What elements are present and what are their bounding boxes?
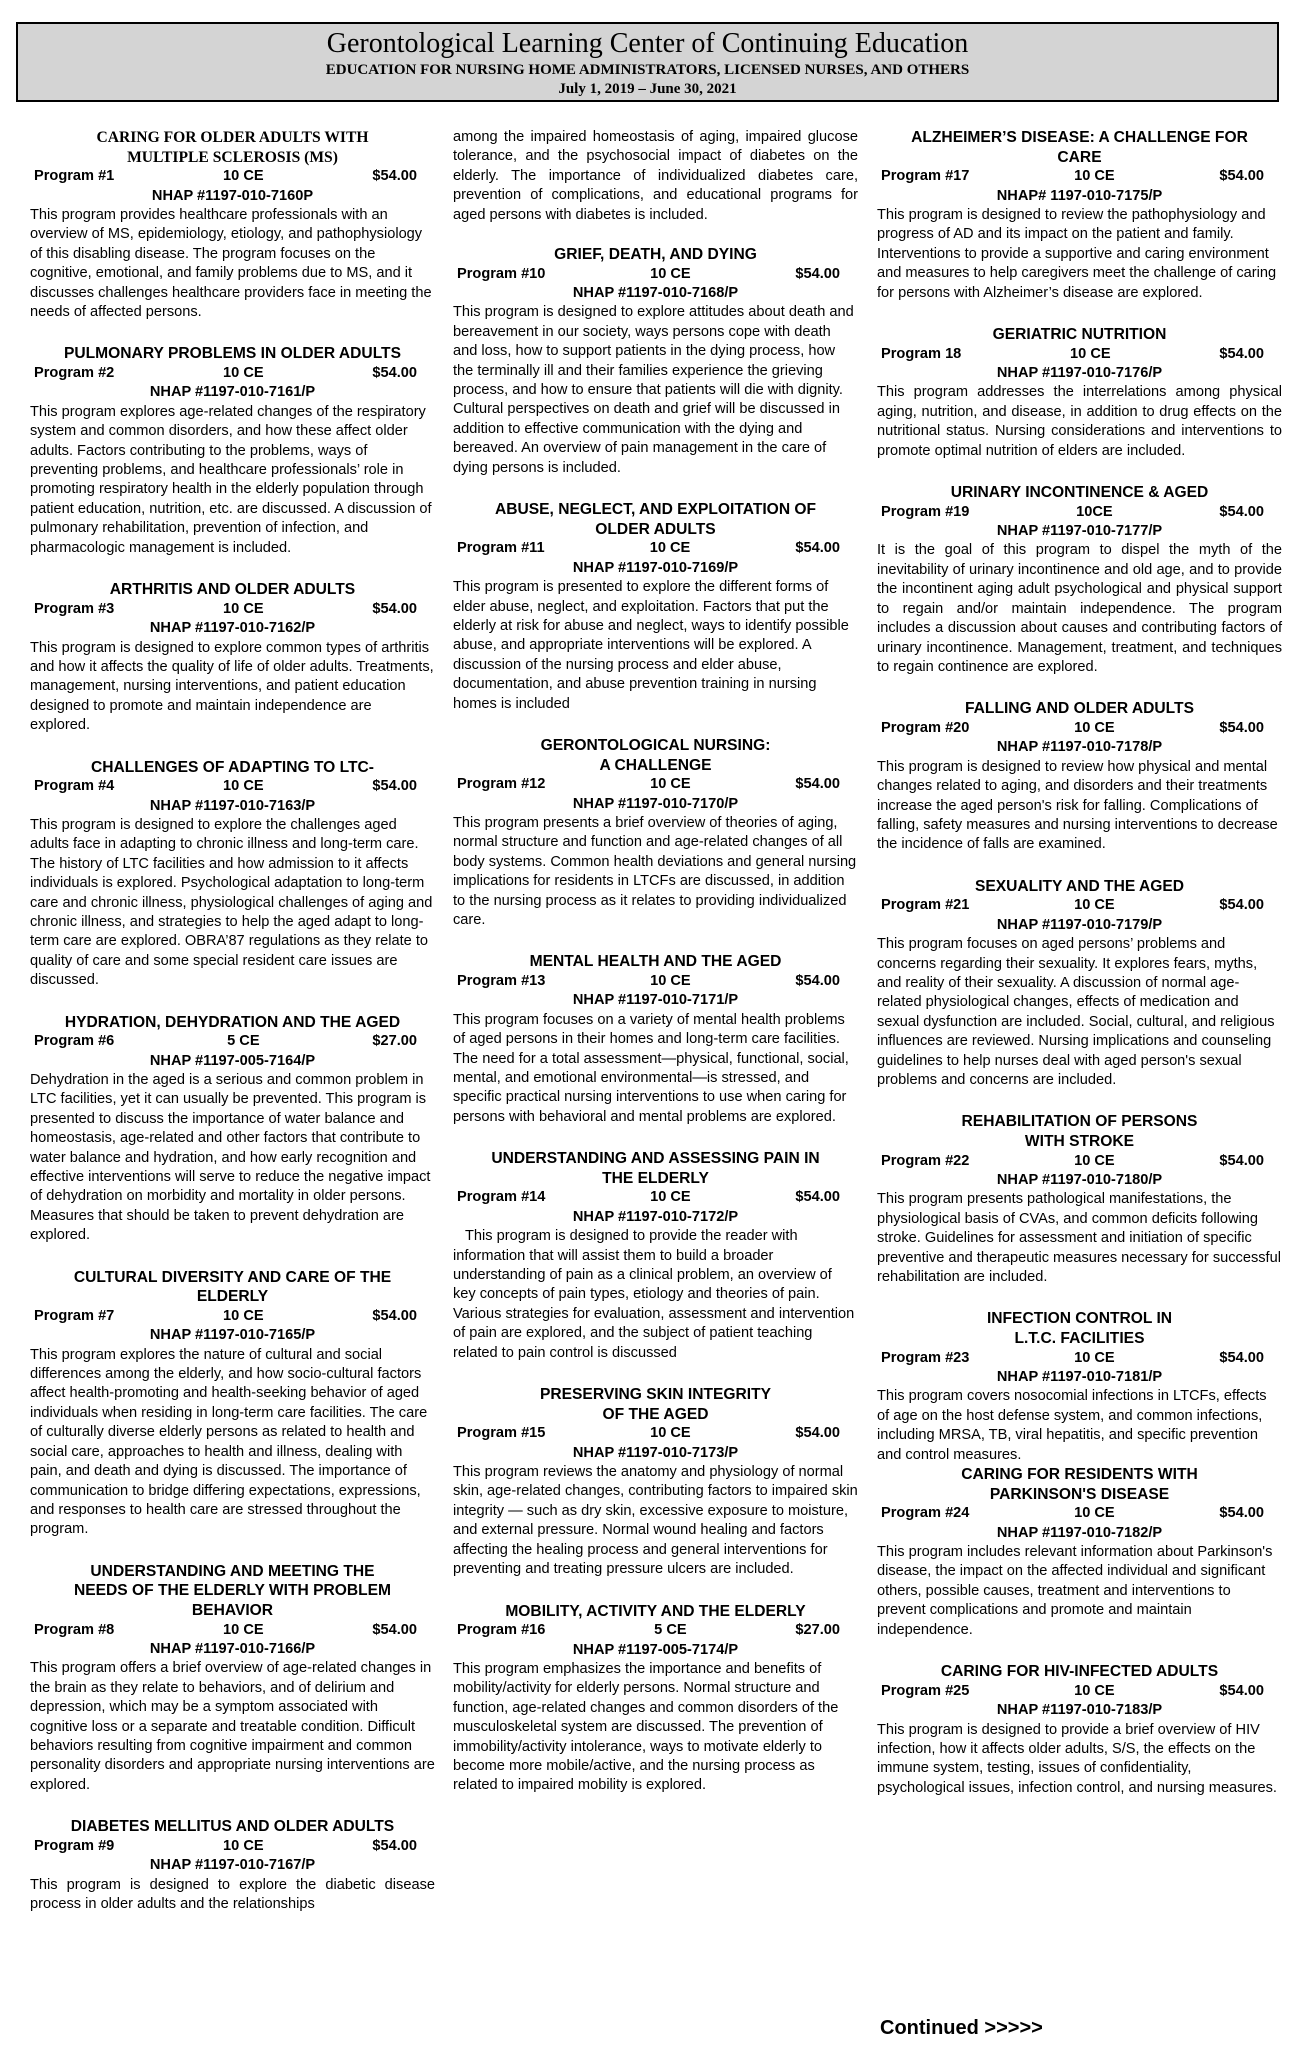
program-meta [877, 896, 1282, 915]
continued-label: Continued >>>>> [880, 2017, 1043, 2039]
program-ce: 10 CE [1074, 719, 1115, 736]
program-entry [877, 1465, 1282, 1640]
program-title: MOBILITY, ACTIVITY AND THE ELDERLY [505, 1602, 806, 1620]
program-number: Program #7 [34, 1307, 115, 1324]
program-ce: 10 CE [1070, 345, 1111, 362]
program-ce: 10 CE [650, 1425, 691, 1442]
program-meta [877, 503, 1282, 522]
program-title: MENTAL HEALTH AND THE AGED [529, 953, 782, 971]
program-description: among the impaired homeostasis of aging, impaired glucose tolerance, and the psychosocial impact of diabetes on the elderly. The importance of individualized diabetes care, prevention of complications, and educational programs for aged persons with diabetes is included. [453, 129, 858, 223]
program-ce: 5 CE [654, 1622, 687, 1639]
program-title: CARING FOR RESIDENTS WITH PARKINSON'S DISEASE [961, 1466, 1198, 1503]
program-nhap-number: NHAP# 1197-010-7175/P [996, 187, 1163, 204]
program-price: $54.00 [1219, 719, 1264, 736]
program-description: This program is designed to explore attitudes about death and bereavement in our society, ways persons cope with death and loss, how to support patients in the dying process, how the terminally ill and their families experience the grieving process, and how to ensure that patients will die with dignity. Cultural perspectives on death and grief will be discussed in addition to effective communication with the dying and bereaved. An overview of pain management in the care of dying persons is included. [453, 304, 854, 476]
program-description: This program is designed to explore the diabetic disease process in older adults and the relationships [30, 1876, 435, 1912]
program-ce: 10 CE [650, 972, 691, 989]
program-title: UNDERSTANDING AND MEETING THE NEEDS OF THE ELDERLY WITH PROBLEM BEHAVIOR [73, 1562, 392, 1619]
program-nhap-number: NHAP #1197-010-7167/P [149, 1857, 316, 1874]
program-entry [877, 699, 1282, 854]
program-description: This program addresses the interrelations among physical aging, nutrition, and disease, in addition to drug effects on the nutritional status. Nursing considerations and interventions to promote optimal nutrition of elders are included. [877, 384, 1282, 459]
program-description: This program includes relevant information about Parkinson's disease, the impact on the affected individual and significant others, possible causes, treatment and interventions to prevent complications and promote and maintain independence. [877, 1544, 1273, 1638]
program-nhap-number: NHAP #1197-010-7176/P [996, 365, 1163, 382]
program-meta [877, 1504, 1282, 1523]
program-meta [453, 1424, 858, 1443]
program-description: This program focuses on aged persons’ problems and concerns regarding their sexuality. It explores fears, myths, and reality of their sexuality. A discussion of normal age-related physiological changes, effects of medication and sexual dysfunction are included. Social, cultural, and religious influences are reviewed. Nursing implications and counseling guidelines to help nurses deal with aged person's sexual problems and concerns are included. [877, 936, 1275, 1088]
program-number: Program #6 [34, 1033, 115, 1050]
program-meta [877, 345, 1282, 364]
program-nhap-number: NHAP #1197-010-7171/P [572, 992, 739, 1009]
program-ce: 10 CE [223, 365, 264, 382]
program-price: $54.00 [1219, 345, 1264, 362]
program-entry [453, 736, 858, 930]
program-entry [877, 877, 1282, 1091]
program-price: $54.00 [1219, 1682, 1264, 1699]
program-description: It is the goal of this program to dispel the myth of the inevitability of urinary incontinence and old age, and to provide the incontinent aging adult psychological and physical support to regain and/or maintain independence. The program includes a discussion about causes and contributing factors of urinary incontinence. Management, treatment, and techniques to regain continence are explored. [877, 542, 1282, 675]
program-description: This program presents pathological manifestations, the physiological basis of CVAs, and common deficits following stroke. Guidelines for assessment and initiation of specific preventive and therapeutic measures necessary for successful rehabilitation are included. [877, 1191, 1281, 1286]
program-number: Program #22 [881, 1152, 970, 1169]
program-price: $54.00 [795, 265, 840, 282]
program-nhap-number: NHAP #1197-010-7178/P [996, 739, 1163, 756]
program-number: Program #17 [881, 168, 970, 185]
column-middle [453, 128, 858, 1818]
program-nhap-number: NHAP #1197-005-7164/P [149, 1052, 316, 1069]
program-nhap-number: NHAP #1197-010-7163/P [149, 797, 316, 814]
program-price: $54.00 [1219, 1152, 1264, 1169]
program-meta [877, 1152, 1282, 1171]
program-price: $54.00 [795, 1189, 840, 1206]
program-price: $54.00 [1219, 1505, 1264, 1522]
program-meta [30, 364, 435, 383]
program-entry [30, 580, 435, 735]
program-number: Program #11 [457, 540, 545, 557]
program-ce: 10 CE [223, 1307, 264, 1324]
program-nhap-number: NHAP #1197-010-7168/P [572, 285, 739, 302]
program-title: REHABILITATION OF PERSONS WITH STROKE [961, 1113, 1198, 1150]
program-meta [877, 167, 1282, 186]
program-title: ALZHEIMER’S DISEASE: A CHALLENGE FOR CARE [911, 129, 1248, 166]
program-price: $54.00 [372, 365, 417, 382]
program-number: Program #23 [881, 1349, 970, 1366]
program-ce: 10 CE [1074, 1349, 1115, 1366]
program-meta [30, 167, 435, 186]
program-meta [30, 1837, 435, 1856]
program-title: GRIEF, DEATH, AND DYING [554, 246, 757, 264]
program-title: CHALLENGES OF ADAPTING TO LTC- [91, 758, 374, 776]
program-price: $54.00 [372, 778, 417, 795]
program-entry [877, 483, 1282, 677]
program-nhap-number: NHAP #1197-010-7166/P [149, 1640, 316, 1657]
program-description: Dehydration in the aged is a serious and common problem in LTC facilities, yet it can usually be prevented. This program is presented to discuss the importance of water balance and homeostasis, age-related and other factors that contribute to water balance and hydration, and how early recognition and effective interventions will serve to reduce the negative impact of dehydration on morbidity and mortality in older persons. Measures that should be taken to prevent dehydration are explored. [30, 1072, 431, 1244]
program-number: Program #4 [34, 778, 115, 795]
program-ce: 10 CE [1074, 897, 1115, 914]
program-entry [453, 1149, 858, 1363]
program-nhap-number: NHAP #1197-010-7170/P [572, 795, 739, 812]
program-nhap-number: NHAP #1197-010-7162/P [149, 620, 316, 637]
program-title: INFECTION CONTROL IN L.T.C. FACILITIES [986, 1310, 1173, 1348]
column-right [877, 128, 1282, 1820]
date-range: July 1, 2019 – June 30, 2021 [558, 81, 737, 97]
program-description: This program presents a brief overview of theories of aging, normal structure and function and age-related changes of all body systems. Common health deviations and general nursing implications for residents in LTCFs are discussed, in addition to the nursing process as it relates to providing individualized care. [453, 814, 857, 928]
program-meta [877, 1349, 1282, 1368]
program-title: HYDRATION, DEHYDRATION AND THE AGED [64, 1013, 401, 1031]
program-meta [30, 600, 435, 619]
program-price: $54.00 [1219, 1349, 1264, 1366]
program-entry [30, 1013, 435, 1246]
program-title: FALLING AND OLDER ADULTS [965, 700, 1194, 718]
program-nhap-number: NHAP #1197-010-7173/P [572, 1444, 739, 1461]
program-ce: 5 CE [227, 1033, 260, 1050]
program-ce: 10 CE [650, 776, 691, 793]
program-meta [453, 775, 858, 794]
program-entry [453, 952, 858, 1127]
program-entry [877, 1662, 1282, 1798]
program-title: CULTURAL DIVERSITY AND CARE OF THE ELDERLY [73, 1268, 392, 1306]
program-ce: 10 CE [1074, 1682, 1115, 1699]
program-nhap-number: NHAP #1197-010-7177/P [996, 523, 1163, 540]
program-title: PULMONARY PROBLEMS IN OLDER ADULTS [63, 345, 401, 363]
program-meta [453, 972, 858, 991]
program-description: This program is designed to review how physical and mental changes related to aging, and disorders and their treatments increase the aged person's risk for falling. Complications of falling, safety measures and nursing interventions to decrease the incidence of falls are examined. [877, 758, 1278, 853]
program-ce: 10 CE [223, 1621, 264, 1638]
program-description: This program offers a brief overview of age-related changes in the brain as they relate to behaviors, and of delirium and depression, which may be a symptom associated with cognitive loss or a separate and treatable condition. Difficult behaviors resulting from cognitive impairment and common personality disorders and appropriate nursing interventions are explored. [30, 1660, 435, 1793]
program-price: $27.00 [372, 1033, 417, 1050]
program-price: $54.00 [795, 1425, 840, 1442]
program-description: This program is designed to review the pathophysiology and progress of AD and its impact on the patient and family. Interventions to provide a supportive and caring environment and measures to help caregivers meet the challenge of caring for persons with Alzheimer’s disease are explored. [877, 207, 1277, 301]
program-entry [877, 325, 1282, 461]
program-title: CARING FOR OLDER ADULTS WITH MULTIPLE SCLEROSIS (MS) [96, 129, 369, 166]
program-number: Program #15 [457, 1425, 546, 1442]
program-price: $54.00 [372, 600, 417, 617]
program-number: Program #1 [34, 168, 115, 185]
program-nhap-number: NHAP #1197-010-7161/P [149, 384, 316, 401]
program-ce: 10 CE [650, 1189, 691, 1206]
program-title: CARING FOR HIV-INFECTED ADULTS [940, 1663, 1219, 1681]
program-entry [877, 1309, 1282, 1465]
program-number: Program #16 [457, 1622, 546, 1639]
program-ce: 10CE [1076, 503, 1113, 520]
page-subtitle: EDUCATION FOR NURSING HOME ADMINISTRATORS, LICENSED NURSES, AND OTHERS [325, 62, 970, 78]
program-title: GERIATRIC NUTRITION [992, 326, 1167, 344]
program-description: This program is designed to explore the challenges aged adults face in adapting to chronic illness and long-term care. The history of LTC facilities and how admission to it affects individuals is explored. Psychological adaptation to long-term care and chronic illness, physiological challenges of aging and chronic illness, and strategies to help the aged adapt to long-term care are explored. OBRA’87 regulations as they relate to quality of care and some special resident care issues are discussed. [30, 816, 433, 989]
program-meta [30, 777, 435, 796]
program-entry [30, 128, 435, 322]
program-description: This program is designed to explore common types of arthritis and how it affects the quality of life of older adults. Treatments, management, nursing interventions, and patient education designed to promote and maintain independence are explored. [30, 639, 434, 734]
program-nhap-number: NHAP #1197-010-7183/P [996, 1702, 1163, 1719]
program-entry [453, 128, 858, 225]
program-nhap-number: NHAP #1197-010-7181/P [996, 1369, 1163, 1386]
program-number: Program #3 [34, 600, 115, 617]
program-nhap-number: NHAP #1197-010-7172/P [572, 1208, 739, 1225]
program-price: $54.00 [795, 972, 840, 989]
program-description: This program provides healthcare professionals with an overview of MS, epidemiology, etiology, and pathophysiology of this disabling disease. The program focuses on the cognitive, emotional, and family problems due to MS, and it discusses challenges healthcare providers face in meeting the needs of affected persons. [30, 207, 432, 321]
program-number: Program #9 [34, 1837, 115, 1854]
program-description: This program reviews the anatomy and physiology of normal skin, age-related changes, contributing factors to impaired skin integrity — such as dry skin, excessive exposure to moisture, and external pressure. Normal wound healing and factors affecting the healing process and general interventions for preventing and treating pressure ulcers are included. [453, 1464, 858, 1578]
program-number: Program #24 [881, 1505, 970, 1522]
program-number: Program #20 [881, 719, 970, 736]
program-ce: 10 CE [649, 540, 691, 557]
program-nhap-number: NHAP #1197-005-7174/P [572, 1641, 739, 1658]
program-ce: 10 CE [1074, 1505, 1115, 1522]
program-meta [453, 265, 858, 284]
program-description: This program is designed to provide the reader with information that will assist them to build a broader understanding of pain as a clinical problem, an overview of key concepts of pain types, etiology and theories of pain. Various strategies for evaluation, assessment and intervention of pain are explored, and the subject of patient teaching related to pain control is discussed [453, 1228, 855, 1361]
program-meta [30, 1032, 435, 1051]
program-title: ARTHRITIS AND OLDER ADULTS [109, 581, 356, 599]
program-ce: 10 CE [1074, 1152, 1115, 1169]
page-header [16, 22, 1279, 102]
program-title: DIABETES MELLITUS AND OLDER ADULTS [70, 1818, 395, 1836]
program-number: Program #19 [881, 503, 970, 520]
program-title: GERONTOLOGICAL NURSING: A CHALLENGE [540, 736, 771, 774]
program-entry [30, 1268, 435, 1540]
program-description: This program covers nosocomial infections in LTCFs, effects of age on the host defense system, and common infections, including MRSA, TB, viral hepatitis, and specific prevention and control measures. [877, 1388, 1267, 1463]
program-ce: 10 CE [650, 265, 691, 282]
program-number: Program #8 [34, 1621, 115, 1638]
program-title: ABUSE, NEGLECT, AND EXPLOITATION OF OLDER ADULTS [494, 501, 817, 538]
program-nhap-number: NHAP #1197-010-7180/P [996, 1172, 1163, 1188]
program-entry [453, 1385, 858, 1579]
program-number: Program #12 [457, 776, 546, 793]
program-nhap-number: NHAP #1197-010-7165/P [149, 1327, 316, 1344]
program-number: Program 18 [881, 345, 962, 362]
program-meta [877, 719, 1282, 738]
program-description: This program explores the nature of cultural and social differences among the elderly, and how socio-cultural factors affect health-promoting and health-seeking behavior of aged individuals when residing in long-term care facilities. The care of culturally diverse elderly persons as related to health and social care, approaches to health and illness, dealing with pain, and death and dying is discussed. The importance of communication to bridge differing expectations, expressions, and responses to health care are stressed throughout the program. [30, 1346, 428, 1538]
program-ce: 10 CE [223, 600, 264, 617]
program-number: Program #10 [457, 265, 546, 282]
program-ce: 10 CE [223, 1837, 264, 1854]
program-nhap-number: NHAP #1197-010-7160P [151, 187, 314, 204]
program-title: URINARY INCONTINENCE & AGED [950, 484, 1209, 502]
program-description: This program explores age-related changes of the respiratory system and common disorders, and how these affect older adults. Factors contributing to the problems, ways of preventing problems, and healthcare professionals’ role in promoting respiratory health in the elderly population through patient education, nutrition, etc. are discussed. A discussion of pulmonary rehabilitation, prevention of infection, and pharmacologic management is included. [30, 403, 432, 556]
program-entry [453, 245, 858, 478]
program-description: This program emphasizes the importance and benefits of mobility/activity for elderly persons. Normal structure and function, age-related changes and common disorders of the musculoskeletal system are discussed. The prevention of immobility/activity intolerance, ways to motivate elderly to become more mobile/active, and the nursing process as related to impaired mobility is explored. [453, 1660, 839, 1794]
program-entry [453, 500, 858, 714]
program-meta [30, 1621, 435, 1640]
program-meta [877, 1682, 1282, 1701]
program-ce: 10 CE [223, 168, 264, 185]
program-price: $27.00 [795, 1622, 840, 1639]
program-ce: 10 CE [1074, 168, 1115, 185]
program-number: Program #2 [34, 365, 115, 382]
page-title: Gerontological Learning Center of Continuing Education [326, 28, 969, 59]
program-price: $54.00 [372, 168, 417, 185]
program-entry [877, 1112, 1282, 1287]
program-entry [30, 1562, 435, 1795]
column-left [30, 128, 435, 1936]
program-title: SEXUALITY AND THE AGED [974, 877, 1185, 895]
program-meta [453, 539, 858, 558]
program-number: Program #25 [881, 1682, 970, 1699]
program-number: Program #14 [457, 1189, 546, 1206]
program-price: $54.00 [1219, 503, 1264, 520]
program-entry [453, 1602, 858, 1796]
program-nhap-number: NHAP #1197-010-7179/P [996, 916, 1163, 933]
program-meta [453, 1188, 858, 1207]
program-price: $54.00 [372, 1307, 417, 1324]
program-entry [877, 128, 1282, 303]
program-entry [30, 758, 435, 991]
program-title: UNDERSTANDING AND ASSESSING PAIN IN THE ELDERLY [491, 1150, 820, 1187]
program-meta [30, 1307, 435, 1326]
program-price: $54.00 [372, 1837, 417, 1854]
program-nhap-number: NHAP #1197-010-7182/P [996, 1524, 1163, 1541]
program-description: This program is presented to explore the different forms of elder abuse, neglect, and exploitation. Factors that put the elderly at risk for abuse and neglect, ways to identify possible abuse, and appropriate interventions will be explored. A discussion of the nursing process and elder abuse, documentation, and abuse prevention training in nursing homes is included [453, 579, 849, 712]
program-entry [30, 344, 435, 558]
program-title: PRESERVING SKIN INTEGRITY OF THE AGED [539, 1386, 772, 1423]
program-nhap-number: NHAP #1197-010-7169/P [572, 559, 739, 576]
program-price: $54.00 [795, 540, 840, 557]
program-ce: 10 CE [223, 778, 264, 795]
program-description: This program focuses on a variety of mental health problems of aged persons in their homes and long-term care facilities. The need for a total assessment—physical, functional, social, mental, and emotional environmental—is stressed, and specific practical nursing interventions to use when caring for persons with behavioral and mental problems are explored. [453, 1011, 849, 1125]
program-price: $54.00 [372, 1621, 417, 1638]
program-number: Program #21 [881, 897, 970, 914]
program-entry [30, 1817, 435, 1914]
program-description: This program is designed to provide a brief overview of HIV infection, how it affects older adults, S/S, the effects on the immune system, testing, issues of confidentiality, psychological issues, infection control, and nursing measures. [877, 1721, 1277, 1796]
program-number: Program #13 [457, 972, 546, 989]
program-price: $54.00 [1219, 168, 1264, 185]
program-price: $54.00 [795, 776, 840, 793]
program-meta [453, 1621, 858, 1640]
program-price: $54.00 [1219, 897, 1264, 914]
